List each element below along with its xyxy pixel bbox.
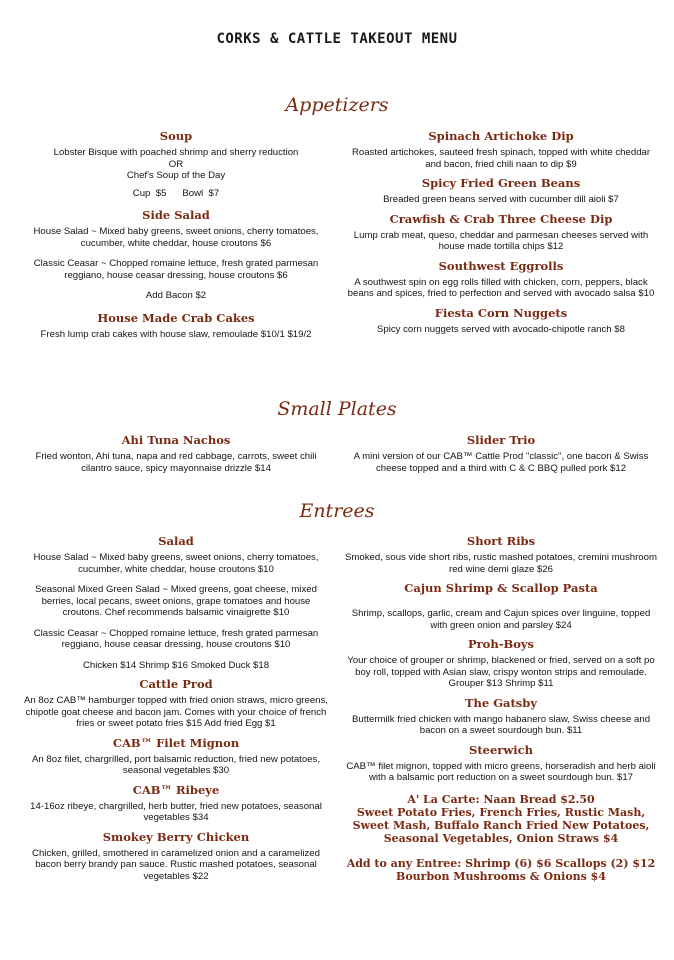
salad-seasonal: Seasonal Mixed Green Salad ~ Mixed greens, goat cheese, mixed berries, local pecans, sweet onions, grape tomatoes and house croutons. Chef recommends balsamic vinaigrette $10 xyxy=(35,584,317,618)
corn-nuggets-desc: Spicy corn nuggets served with avocado-chipotle ranch $8 xyxy=(377,323,625,335)
section-heading-entrees: Entrees xyxy=(299,500,375,522)
ahi-nachos-desc: Fried wonton, Ahi tuna, napa and red cabbage, carrots, sweet chili cilantro sauce, spicy mayonnaise drizzle $14 xyxy=(35,451,317,474)
item-name-short-ribs: Short Ribs xyxy=(466,534,536,548)
filet-mignon-desc: An 8oz filet, chargrilled, port balsamic reduction, fried new potatoes, seasonal vegetables $30 xyxy=(32,753,320,776)
appetizers-left-column xyxy=(22,129,330,340)
item-name-slider-trio: Slider Trio xyxy=(466,433,536,447)
eggrolls-desc: A southwest spin on egg rolls filled with chicken, corn, peppers, black beans and spices, fried to perfection and served with avocado salsa $10 xyxy=(347,276,655,299)
item-name-green-beans: Spicy Fried Green Beans xyxy=(421,176,581,190)
side-salad-house: House Salad ~ Mixed baby greens, sweet onions, cherry tomatoes, cucumber, white cheddar, house croutons $6 xyxy=(33,226,319,249)
cattle-prod-desc: An 8oz CAB™ hamburger topped with fried onion straws, micro greens, chipotle goat cheese and bacon jam. Comes with your choice of french fries or sweet potato fries $15 Add fried Egg $1 xyxy=(24,695,328,729)
item-name-cajun-pasta: Cajun Shrimp & Scallop Pasta xyxy=(404,581,598,595)
item-name-smokey-berry-chicken: Smokey Berry Chicken xyxy=(102,829,250,844)
soup-line-1: Lobster Bisque with poached shrimp and sherry reduction xyxy=(53,147,299,158)
spinach-dip-desc: Roasted artichokes, sauteed fresh spinach, topped with white cheddar and bacon, fried chili naan to dip $9 xyxy=(351,147,651,170)
green-beans-desc: Breaded green beans served with cucumber dill aioli $7 xyxy=(383,194,619,205)
steerwich-desc: CAB™ filet mignon, topped with micro greens, horseradish and herb aioli with a balsamic port reduction on a sweet sourdough bun. $17 xyxy=(346,760,656,783)
a-la-carte-sides: Sweet Potato Fries, French Fries, Rustic Mash, Sweet Mash, Buffalo Ranch Fried New Potatoes, Seasonal Vegetables, Onion Straws $4 xyxy=(352,805,650,845)
salad-caesar: Classic Ceasar ~ Chopped romaine lettuce, fresh grated parmesan reggiano, house ceasar dressing, house croutons $10 xyxy=(33,627,319,650)
add-to-entree: Add to any Entree: Shrimp (6) $6 Scallops (2) $12 xyxy=(346,856,656,870)
short-ribs-desc: Smoked, sous vide short ribs, rustic mashed potatoes, cremini mushroom red wine demi glaze $26 xyxy=(345,552,657,575)
a-la-carte-naan: A' La Carte: Naan Bread $2.50 xyxy=(407,792,595,806)
page-title: CORKS & CATTLE TAKEOUT MENU xyxy=(216,31,458,47)
item-name-crab-dip: Crawfish & Crab Three Cheese Dip xyxy=(389,211,613,226)
item-name-side-salad: Side Salad xyxy=(142,208,210,222)
crab-cakes-desc: Fresh lump crab cakes with house slaw, remoulade $10/1 $19/2 xyxy=(40,328,312,340)
soup-line-2: OR xyxy=(168,158,184,170)
item-name-crab-cakes: House Made Crab Cakes xyxy=(97,310,255,325)
salad-addons: Chicken $14 Shrimp $16 Smoked Duck $18 xyxy=(82,659,270,671)
small-plates-right-column xyxy=(345,433,657,474)
entrees-right-column xyxy=(345,534,657,883)
soup-prices: Cup $5 Bowl $7 xyxy=(132,187,220,199)
side-salad-bacon: Add Bacon $2 xyxy=(145,290,207,301)
ribeye-desc: 14-16oz ribeye, chargrilled, herb butter, fried new potatoes, seasonal vegetables $34 xyxy=(30,800,322,823)
soup-line-3: Chef's Soup of the Day xyxy=(126,170,226,181)
item-name-ahi-nachos: Ahi Tuna Nachos xyxy=(121,433,231,447)
item-name-ribeye: CAB™ Ribeye xyxy=(132,782,220,797)
entrees-left-column xyxy=(22,534,330,882)
item-name-gatsby: The Gatsby xyxy=(464,695,538,710)
smokey-berry-chicken-desc: Chicken, grilled, smothered in caramelized onion and a caramelized bacon berry brandy pan sauce. Rustic mashed potatoes, seasonal vegetables $22 xyxy=(32,847,320,882)
bourbon-mushrooms: Bourbon Mushrooms & Onions $4 xyxy=(396,869,606,883)
item-name-steerwich: Steerwich xyxy=(469,742,533,757)
item-name-corn-nuggets: Fiesta Corn Nuggets xyxy=(434,305,568,320)
salad-house: House Salad ~ Mixed baby greens, sweet onions, cherry tomatoes, cucumber, white cheddar, house croutons $10 xyxy=(33,552,319,575)
item-name-soup: Soup xyxy=(159,129,193,143)
proh-boys-desc: Your choice of grouper or shrimp, blackened or fried, served on a soft po boy roll, topped with Asian slaw, crispy wonton strips and remoulade. Grouper $13 Shrimp $11 xyxy=(347,655,655,689)
item-name-spinach-dip: Spinach Artichoke Dip xyxy=(428,129,574,143)
gatsby-desc: Buttermilk fried chicken with mango habanero slaw, Swiss cheese and bacon on a sweet sourdough bun. $11 xyxy=(351,713,651,736)
section-heading-appetizers: Appetizers xyxy=(285,94,389,116)
slider-trio-desc: A mini version of our CAB™ Cattle Prod "classic", one bacon & Swiss cheese topped and a third with C & C BBQ pulled pork $12 xyxy=(353,451,649,474)
item-name-salad: Salad xyxy=(158,534,194,548)
item-name-eggrolls: Southwest Eggrolls xyxy=(438,258,564,273)
cajun-pasta-desc: Shrimp, scallops, garlic, cream and Cajun spices over linguine, topped with green onion and parsley $24 xyxy=(351,608,651,631)
crab-dip-desc: Lump crab meat, queso, cheddar and parmesan cheeses served with house made tortilla chips $12 xyxy=(353,229,649,252)
item-name-proh-boys: Proh-Boys xyxy=(467,637,535,651)
small-plates-left-column xyxy=(22,433,330,474)
section-heading-small-plates: Small Plates xyxy=(277,398,397,420)
item-name-filet-mignon: CAB™ Filet Mignon xyxy=(112,735,240,750)
side-salad-caesar: Classic Ceasar ~ Chopped romaine lettuce, fresh grated parmesan reggiano, house ceasar dressing, house croutons $6 xyxy=(33,258,319,281)
item-name-cattle-prod: Cattle Prod xyxy=(139,677,213,691)
appetizers-right-column xyxy=(345,129,657,335)
